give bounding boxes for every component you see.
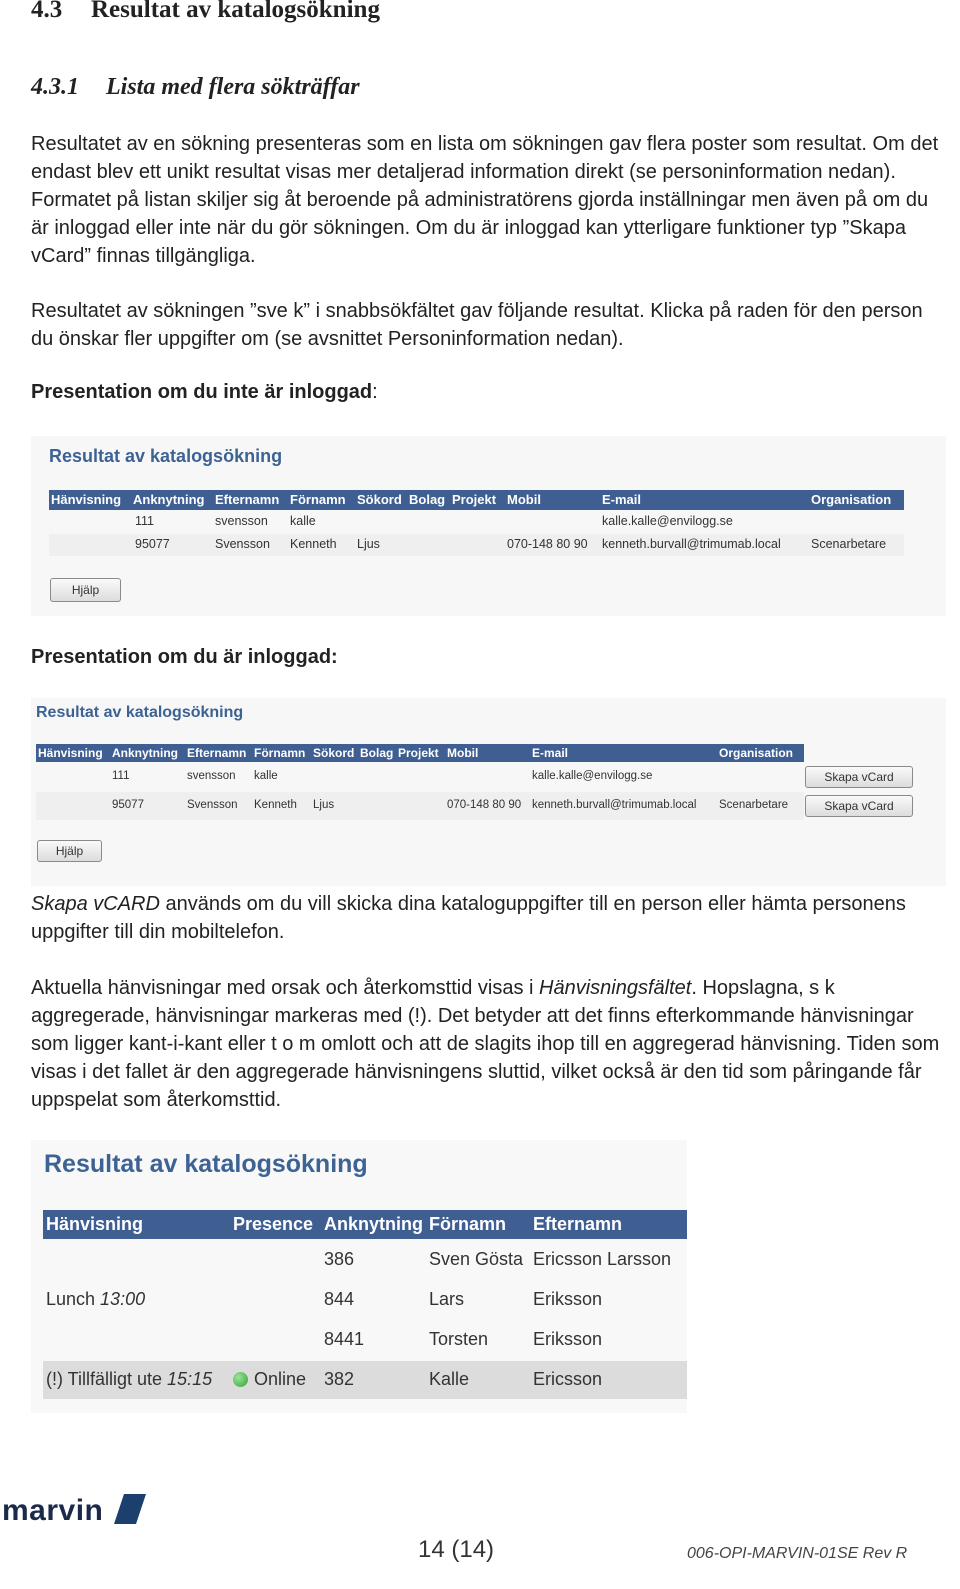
col-keyword: Sökord (357, 492, 402, 507)
cell-lastname: Eriksson (533, 1289, 603, 1309)
label-logged-out: Presentation om du inte är inloggad: (31, 381, 378, 403)
col-referral: Hänvisning (38, 746, 103, 760)
table-row[interactable] (43, 1321, 687, 1359)
table-row[interactable] (36, 764, 921, 790)
intro-paragraph: Resultatet av en sökning presenteras som en lista om sökningen gav flera poster som resultat. Om det endast blev ett unikt resultat visas mer detaljerad information direkt (se personinformation nedan). Formatet på listan skiljer sig åt beroende på administratörens gjorda inställningar men även på om du är inloggad eller inte när du gör sökningen. Om du är inloggad kan ytterligare funktioner typ ”Skapa vCard” finnas tillgängliga. (31, 133, 939, 267)
cell-referral: (!) Tillfälligt ute 15:15 (46, 1369, 213, 1389)
panel-title: Resultat av katalogsökning (36, 704, 244, 721)
table-row[interactable] (36, 792, 804, 820)
table-row[interactable] (49, 534, 904, 556)
result-panel-referrals (31, 1140, 687, 1413)
col-lastname: Efternamn (215, 492, 280, 507)
col-lastname: Efternamn (533, 1214, 623, 1234)
cell-firstname: kalle (254, 770, 278, 782)
col-company: Bolag (409, 492, 446, 507)
col-extension: Anknytning (324, 1214, 423, 1234)
col-extension: Anknytning (112, 746, 178, 760)
cell-mobile: 070-148 80 90 (507, 537, 588, 551)
cell-lastname: Eriksson (533, 1329, 603, 1349)
cell-extension: 111 (112, 770, 130, 782)
cell-keyword: Ljus (357, 537, 380, 551)
create-vcard-button[interactable]: Skapa vCard (805, 795, 913, 817)
col-extension: Anknytning (133, 492, 205, 507)
cell-extension: 382 (324, 1369, 355, 1389)
subsection-heading: 4.3.1 Lista med flera sökträffar (31, 74, 360, 100)
cell-firstname: Kenneth (290, 537, 337, 551)
cell-lastname: Ericsson Larsson (533, 1249, 672, 1269)
col-mobile: Mobil (507, 492, 541, 507)
cell-extension: 8441 (324, 1329, 365, 1349)
cell-firstname: Lars (429, 1289, 465, 1309)
cell-mobile: 070-148 80 90 (447, 799, 522, 811)
cell-firstname: Sven Gösta (429, 1249, 524, 1269)
table-row[interactable] (43, 1281, 687, 1319)
page-number: 14 (14) (418, 1536, 495, 1563)
cell-email: kalle.kalle@envilogg.se (602, 514, 733, 528)
cell-lastname: Ericsson (533, 1369, 603, 1389)
cell-email: kalle.kalle@envilogg.se (532, 770, 653, 782)
cell-email: kenneth.burvall@trimumab.local (602, 537, 781, 551)
col-firstname: Förnamn (290, 492, 346, 507)
table-row[interactable] (43, 1361, 687, 1399)
table-row[interactable] (43, 1241, 687, 1279)
help-button[interactable]: Hjälp (37, 840, 102, 862)
col-lastname: Efternamn (187, 746, 247, 760)
cell-organisation: Scenarbetare (719, 799, 789, 811)
col-firstname: Förnamn (429, 1214, 507, 1234)
col-keyword: Sökord (313, 746, 355, 760)
label-logged-in: Presentation om du är inloggad: (31, 646, 338, 668)
col-email: E-mail (602, 492, 642, 507)
cell-extension: 95077 (135, 537, 170, 551)
col-mobile: Mobil (447, 746, 479, 760)
col-firstname: Förnamn (254, 746, 306, 760)
cell-organisation: Scenarbetare (811, 537, 887, 551)
col-referral: Hänvisning (46, 1214, 144, 1234)
panel-title: Resultat av katalogsökning (49, 446, 283, 466)
online-status-icon (233, 1372, 248, 1387)
cell-presence: Online (233, 1369, 306, 1390)
help-button[interactable]: Hjälp (50, 578, 121, 602)
cell-firstname: kalle (290, 514, 316, 528)
create-vcard-button[interactable]: Skapa vCard (805, 766, 913, 788)
vcard-paragraph: Skapa vCARD används om du vill skicka dina kataloguppgifter till en person eller hämta personens uppgifter till din mobiltelefon. (31, 893, 906, 943)
cell-extension: 95077 (112, 799, 144, 811)
document-id: 006-OPI-MARVIN-01SE Rev R (687, 1545, 908, 1562)
col-email: E-mail (532, 746, 569, 760)
cell-firstname: Kenneth (254, 799, 297, 811)
cell-email: kenneth.burvall@trimumab.local (532, 799, 697, 811)
col-referral: Hänvisning (51, 492, 122, 507)
referral-paragraph: Aktuella hänvisningar med orsak och återkomsttid visas i Hänvisningsfältet. Hopslagna, s k aggregerade, hänvisningar markeras med (!). Det betyder att det finns efterkommande hänvisningar som ligger kant-i-kant eller t o m omlott och att de slagits ihop till en aggregerad hänvisning. Tiden som visas i det fallet är den aggregerade hänvisningens sluttid, vilket också är den tid som påringande får uppspelat som återkomsttid. (31, 977, 940, 1111)
marvin-logo: marvin (2, 1494, 146, 1528)
col-project: Projekt (398, 746, 439, 760)
col-organisation: Organisation (811, 492, 892, 507)
cell-firstname: Kalle (429, 1369, 470, 1389)
panel-title: Resultat av katalogsökning (44, 1150, 368, 1178)
cell-extension: 844 (324, 1289, 355, 1309)
cell-referral: Lunch 13:00 (46, 1289, 146, 1309)
cell-keyword: Ljus (313, 799, 335, 811)
section-heading: 4.3 Resultat av katalogsökning (31, 0, 380, 23)
table-header (49, 490, 904, 510)
cell-extension: 386 (324, 1249, 355, 1269)
result-panel-logged-in (31, 698, 946, 886)
cell-lastname: Svensson (187, 799, 238, 811)
table-header (36, 744, 804, 762)
table-header (43, 1210, 687, 1239)
col-organisation: Organisation (719, 746, 794, 760)
logo-slash-icon (114, 1494, 146, 1524)
cell-lastname: svensson (187, 770, 236, 782)
cell-extension: 111 (135, 514, 155, 528)
col-project: Projekt (452, 492, 497, 507)
col-company: Bolag (360, 746, 394, 760)
cell-lastname: Svensson (215, 537, 270, 551)
cell-firstname: Torsten (429, 1329, 489, 1349)
search-result-paragraph: Resultatet av sökningen ”sve k” i snabbsökfältet gav följande resultat. Klicka på raden för den person du önskar fler uppgifter om (se avsnittet Personinformation nedan). (31, 300, 923, 350)
cell-lastname: svensson (215, 514, 268, 528)
result-panel-logged-out (31, 436, 946, 616)
table-row[interactable] (49, 512, 904, 532)
col-presence: Presence (233, 1214, 314, 1234)
